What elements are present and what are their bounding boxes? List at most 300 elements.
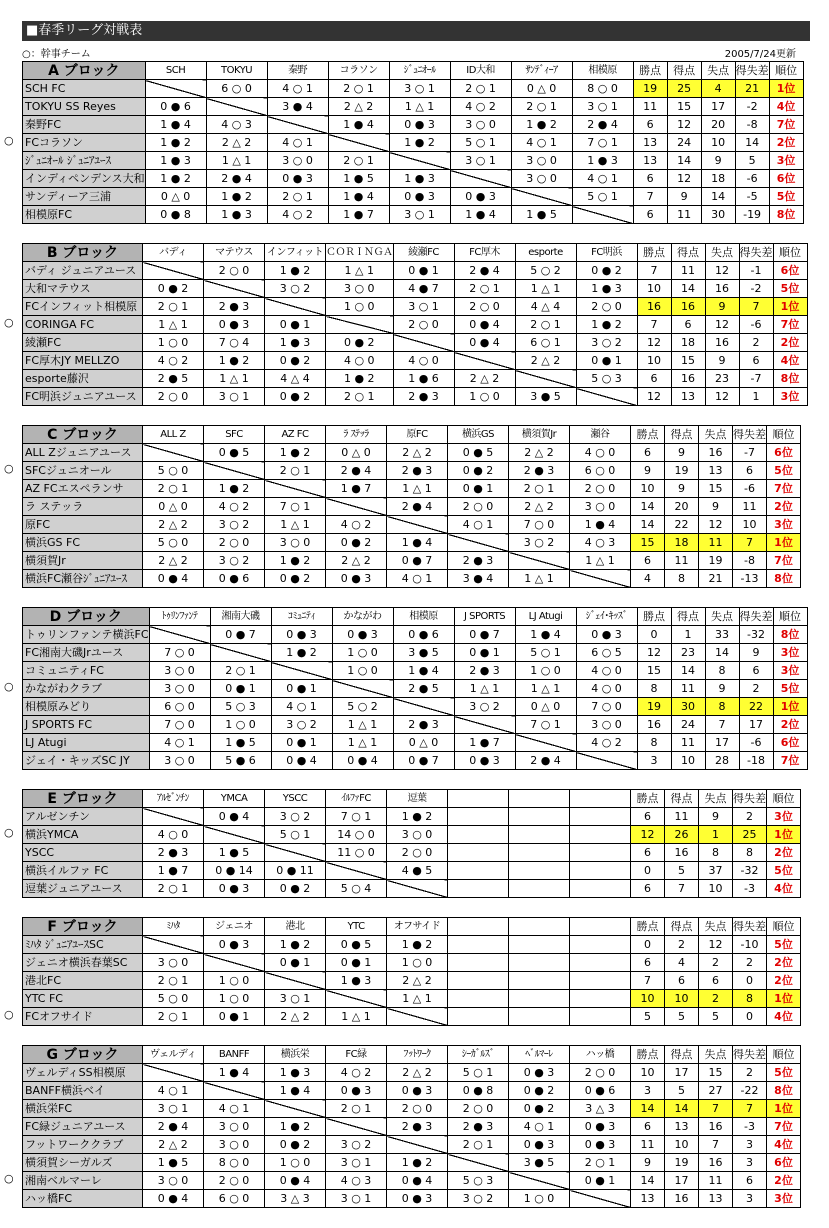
- opponent-header: ｼﾞｭﾆｵｰﾙ: [389, 62, 450, 80]
- match-result: 0 ● 3: [509, 1064, 570, 1082]
- stat-cell: 1: [739, 388, 773, 406]
- stat-cell: 13: [631, 1190, 665, 1208]
- stat-cell: 11: [699, 534, 733, 552]
- opponent-header: インフィット: [265, 244, 326, 262]
- stat-cell: 11: [631, 1136, 665, 1154]
- self-match-cell: [265, 480, 326, 498]
- team-row: [23, 1154, 801, 1172]
- stat-cell: 14: [631, 498, 665, 516]
- team-name: ジェニオ横浜春葉SC: [23, 954, 143, 972]
- team-name: 相模原FC: [23, 206, 146, 224]
- team-name: ｼﾞｭﾆｵｰﾙ ｼﾞｭﾆｱﾕｰｽ: [23, 152, 146, 170]
- match-result: 0 ● 14: [204, 862, 265, 880]
- opponent-header: YMCA: [204, 790, 265, 808]
- match-result: 0 ● 1: [265, 954, 326, 972]
- self-match-cell: [576, 388, 637, 406]
- match-result: 0 ● 3: [389, 188, 450, 206]
- match-result: 0 ● 2: [265, 388, 326, 406]
- match-result: 2 ○ 0: [387, 1100, 448, 1118]
- team-name: AZ FCエスペランサ: [23, 480, 143, 498]
- stat-cell: 15: [631, 534, 665, 552]
- match-result: 3 ○ 2: [204, 552, 265, 570]
- match-result: 0 ● 6: [570, 1082, 631, 1100]
- rank-cell: 5位: [773, 680, 807, 698]
- self-match-cell: [143, 1064, 204, 1082]
- match-result: 2 ○ 0: [454, 298, 515, 316]
- stat-cell: 17: [665, 1172, 699, 1190]
- match-result: 1 ● 2: [387, 808, 448, 826]
- match-result: 7 ○ 0: [149, 644, 210, 662]
- stat-header: 勝点: [637, 244, 671, 262]
- stat-header: 得点: [665, 790, 699, 808]
- rank-cell: 2位: [767, 498, 801, 516]
- self-match-cell: [204, 1082, 265, 1100]
- opponent-header: マテウス: [204, 244, 265, 262]
- match-result: 2 ○ 0: [448, 498, 509, 516]
- team-name: ﾐﾊﾀ ｼﾞｭﾆｱﾕｰｽSC: [23, 936, 143, 954]
- team-name: 横須賀シーガルズ: [23, 1154, 143, 1172]
- stat-cell: -32: [733, 862, 767, 880]
- team-row: [23, 134, 804, 152]
- match-result: 0 ● 4: [204, 808, 265, 826]
- opponent-header: 瀬谷: [570, 426, 631, 444]
- match-result: 4 ○ 2: [143, 352, 204, 370]
- stat-cell: 14: [705, 644, 739, 662]
- match-result: 1 ● 2: [204, 352, 265, 370]
- team-row: [23, 1100, 801, 1118]
- self-match-cell: [145, 80, 206, 98]
- match-result: 1 ● 5: [204, 844, 265, 862]
- opponent-header: ジェニオ: [204, 918, 265, 936]
- opponent-header: BANFF: [204, 1046, 265, 1064]
- opponent-header: YSCC: [265, 790, 326, 808]
- match-result: 5 ○ 1: [450, 134, 511, 152]
- updated-date: 2005/7/24更新: [724, 49, 796, 60]
- stat-cell: 5: [631, 1008, 665, 1026]
- opponent-header: バディ: [143, 244, 204, 262]
- match-result: 1 ● 3: [265, 1064, 326, 1082]
- stat-cell: 8: [665, 570, 699, 588]
- match-result: 4 ○ 0: [576, 662, 637, 680]
- match-result: 1 ● 2: [387, 936, 448, 954]
- stat-cell: 9: [705, 352, 739, 370]
- rank-cell: 8位: [767, 1082, 801, 1100]
- match-result: 2 ● 3: [448, 552, 509, 570]
- match-result: 1 ● 2: [576, 316, 637, 334]
- team-name: 横須賀Jr: [23, 552, 143, 570]
- empty-cell: [448, 1008, 509, 1026]
- match-result: 1 ● 2: [265, 262, 326, 280]
- stat-header: 得失差: [733, 1046, 767, 1064]
- stat-header: 順位: [767, 790, 801, 808]
- stat-cell: 5: [699, 1008, 733, 1026]
- team-row: [23, 716, 808, 734]
- match-result: 3 ○ 0: [511, 170, 572, 188]
- team-row: [23, 626, 808, 644]
- match-result: 2 ● 3: [454, 662, 515, 680]
- stat-cell: 6: [733, 1172, 767, 1190]
- match-result: 3 ○ 0: [143, 954, 204, 972]
- match-result: 0 ● 8: [448, 1082, 509, 1100]
- stat-cell: 12: [699, 516, 733, 534]
- team-name: 横浜イルファ FC: [23, 862, 143, 880]
- match-result: 1 △ 1: [265, 516, 326, 534]
- stat-cell: 12: [705, 262, 739, 280]
- self-match-cell: [387, 1136, 448, 1154]
- self-match-cell: [509, 1172, 570, 1190]
- stat-cell: 11: [633, 98, 667, 116]
- team-row: [23, 552, 801, 570]
- stat-cell: 16: [705, 334, 739, 352]
- team-row: [23, 334, 808, 352]
- match-result: 0 ● 2: [265, 570, 326, 588]
- stat-cell: 12: [667, 170, 701, 188]
- match-result: 5 ○ 3: [448, 1172, 509, 1190]
- stat-cell: -2: [735, 98, 769, 116]
- team-row: [23, 734, 808, 752]
- match-result: 1 ○ 0: [204, 972, 265, 990]
- stat-cell: 7: [705, 716, 739, 734]
- match-result: 5 ○ 4: [326, 880, 387, 898]
- match-result: 1 ● 4: [450, 206, 511, 224]
- opponent-header: SCH: [145, 62, 206, 80]
- stat-cell: 12: [637, 388, 671, 406]
- stat-header: 勝点: [633, 62, 667, 80]
- match-result: 4 ○ 0: [326, 352, 394, 370]
- stat-cell: 10: [637, 280, 671, 298]
- stat-cell: 10: [665, 1136, 699, 1154]
- match-result: 0 ● 3: [570, 1118, 631, 1136]
- stat-cell: 27: [699, 1082, 733, 1100]
- block-table: [22, 789, 801, 898]
- team-name: ラ ステッラ: [23, 498, 143, 516]
- opponent-header: SFC: [204, 426, 265, 444]
- match-result: 1 ● 2: [511, 116, 572, 134]
- stat-header: 得点: [665, 1046, 699, 1064]
- match-result: 4 ○ 3: [206, 116, 267, 134]
- empty-cell: [509, 954, 570, 972]
- team-row: [23, 936, 801, 954]
- match-result: 2 ● 3: [143, 844, 204, 862]
- stat-cell: 8: [705, 662, 739, 680]
- team-row: [23, 80, 804, 98]
- stat-header: 勝点: [637, 608, 671, 626]
- stat-cell: 16: [671, 370, 705, 388]
- stat-header: 得点: [671, 244, 705, 262]
- opponent-header: 原FC: [387, 426, 448, 444]
- team-name: FCオフサイド: [23, 1008, 143, 1026]
- match-result: 1 ● 2: [145, 170, 206, 188]
- rank-cell: 5位: [767, 462, 801, 480]
- match-result: 4 ○ 1: [267, 80, 328, 98]
- team-name: 横浜YMCA: [23, 826, 143, 844]
- stat-cell: 9: [699, 498, 733, 516]
- block-table: [22, 425, 801, 588]
- match-result: 1 ● 4: [393, 662, 454, 680]
- stat-cell: 11: [667, 206, 701, 224]
- team-row: [23, 570, 801, 588]
- stat-cell: 3: [631, 1082, 665, 1100]
- match-result: 3 ○ 0: [267, 152, 328, 170]
- match-result: 7 ○ 0: [149, 716, 210, 734]
- opponent-header: コラソン: [328, 62, 389, 80]
- match-result: 2 ● 3: [509, 462, 570, 480]
- stat-header: 順位: [773, 244, 807, 262]
- stat-cell: -13: [733, 570, 767, 588]
- stat-cell: 14: [671, 662, 705, 680]
- stat-cell: 2: [739, 334, 773, 352]
- block-name: G ブロック: [23, 1046, 143, 1064]
- rank-cell: 6位: [767, 1154, 801, 1172]
- stat-cell: 3: [733, 1154, 767, 1172]
- stat-cell: 19: [699, 552, 733, 570]
- match-result: 5 ○ 3: [576, 370, 637, 388]
- team-name: インディペンデンス大和: [23, 170, 146, 188]
- team-row: [23, 1008, 801, 1026]
- stat-cell: 10: [671, 752, 705, 770]
- stat-cell: 30: [671, 698, 705, 716]
- match-result: 1 △ 1: [326, 262, 394, 280]
- rank-cell: 5位: [773, 280, 807, 298]
- stat-cell: 10: [631, 990, 665, 1008]
- team-row: [23, 1082, 801, 1100]
- stat-header: 得点: [665, 426, 699, 444]
- match-result: 2 ○ 1: [265, 462, 326, 480]
- stat-cell: 7: [637, 316, 671, 334]
- stat-cell: 4: [665, 954, 699, 972]
- match-result: 4 ○ 1: [572, 170, 633, 188]
- match-result: 0 ● 7: [387, 552, 448, 570]
- stat-cell: 6: [633, 116, 667, 134]
- stat-cell: 2: [699, 990, 733, 1008]
- team-name: 横浜GS FC: [23, 534, 143, 552]
- match-result: 0 ● 7: [210, 626, 271, 644]
- match-result: 1 ● 4: [328, 116, 389, 134]
- team-name: 綾瀬FC: [23, 334, 143, 352]
- match-result: 2 ○ 0: [448, 1100, 509, 1118]
- team-row: [23, 698, 808, 716]
- stat-cell: 13: [671, 388, 705, 406]
- empty-cell: [570, 972, 631, 990]
- stat-cell: 13: [699, 1190, 733, 1208]
- rank-cell: 5位: [767, 936, 801, 954]
- host-team-mark: ○: [4, 826, 14, 839]
- match-result: 1 ● 2: [204, 480, 265, 498]
- self-match-cell: [204, 826, 265, 844]
- stat-cell: 0: [733, 972, 767, 990]
- match-result: 0 ● 11: [265, 862, 326, 880]
- match-result: 4 ○ 2: [326, 516, 387, 534]
- stat-cell: 14: [701, 188, 735, 206]
- team-name: 原FC: [23, 516, 143, 534]
- empty-cell: [570, 844, 631, 862]
- self-match-cell: [448, 1154, 509, 1172]
- rank-cell: 7位: [767, 1118, 801, 1136]
- match-result: 2 ○ 1: [326, 388, 394, 406]
- match-result: 1 ○ 0: [509, 1190, 570, 1208]
- opponent-header: AZ FC: [265, 426, 326, 444]
- team-name: YSCC: [23, 844, 143, 862]
- match-result: 0 ● 1: [393, 262, 454, 280]
- match-result: 0 ● 1: [271, 734, 332, 752]
- match-result: 1 ● 2: [206, 188, 267, 206]
- match-result: 4 ○ 1: [143, 1082, 204, 1100]
- match-result: 4 ● 5: [387, 862, 448, 880]
- team-row: [23, 262, 808, 280]
- opponent-header: ＣＯＲＩＮＧＡ: [326, 244, 394, 262]
- stat-cell: 6: [631, 844, 665, 862]
- match-result: 6 ○ 0: [204, 1190, 265, 1208]
- match-result: 1 ● 4: [265, 1082, 326, 1100]
- empty-cell: [509, 862, 570, 880]
- host-team-mark: ○: [4, 316, 14, 329]
- team-row: [23, 280, 808, 298]
- match-result: 0 ● 4: [387, 1172, 448, 1190]
- match-result: 3 ○ 1: [143, 1100, 204, 1118]
- team-row: [23, 880, 801, 898]
- team-name: FCコラソン: [23, 134, 146, 152]
- empty-cell: [509, 1008, 570, 1026]
- match-result: 3 ○ 0: [387, 826, 448, 844]
- match-result: 4 ○ 0: [570, 444, 631, 462]
- opponent-header: ｼｰｶﾞﾙｽﾞ: [448, 1046, 509, 1064]
- stat-cell: 25: [667, 80, 701, 98]
- match-result: 2 △ 2: [387, 1064, 448, 1082]
- team-name: バディ ジュニアユース: [23, 262, 143, 280]
- self-match-cell: [448, 534, 509, 552]
- match-result: 1 ● 7: [328, 206, 389, 224]
- stat-cell: -18: [739, 752, 773, 770]
- team-name: フットワーククラブ: [23, 1136, 143, 1154]
- stat-cell: 19: [665, 462, 699, 480]
- stat-cell: 4: [701, 80, 735, 98]
- stat-header: 勝点: [631, 426, 665, 444]
- self-match-cell: [454, 352, 515, 370]
- match-result: 2 ○ 0: [570, 480, 631, 498]
- block-name: A ブロック: [23, 62, 146, 80]
- stat-cell: 16: [637, 716, 671, 734]
- match-result: 2 △ 2: [515, 352, 576, 370]
- rank-cell: 6位: [767, 444, 801, 462]
- match-result: 0 ● 3: [387, 1082, 448, 1100]
- opponent-header: ｺﾐｭﾆﾃｨ: [271, 608, 332, 626]
- stat-cell: 18: [665, 534, 699, 552]
- team-row: [23, 188, 804, 206]
- match-result: 3 ○ 2: [265, 808, 326, 826]
- stat-cell: -2: [739, 280, 773, 298]
- stat-cell: 23: [705, 370, 739, 388]
- match-result: 1 ○ 0: [265, 1154, 326, 1172]
- stat-cell: 10: [631, 480, 665, 498]
- opponent-header: [509, 918, 570, 936]
- match-result: 2 △ 2: [387, 972, 448, 990]
- team-name: BANFF横浜ベイ: [23, 1082, 143, 1100]
- match-result: 1 △ 1: [515, 680, 576, 698]
- match-result: 0 △ 0: [145, 188, 206, 206]
- match-result: 3 ○ 0: [204, 1118, 265, 1136]
- block-name: F ブロック: [23, 918, 143, 936]
- stat-cell: -3: [733, 1118, 767, 1136]
- match-result: 0 ● 3: [326, 1082, 387, 1100]
- match-result: 3 ○ 0: [576, 716, 637, 734]
- opponent-header: J SPORTS: [454, 608, 515, 626]
- stat-cell: 12: [631, 826, 665, 844]
- stat-cell: -6: [739, 316, 773, 334]
- match-result: 4 ○ 2: [450, 98, 511, 116]
- stat-cell: 12: [705, 316, 739, 334]
- match-result: 2 △ 2: [265, 1008, 326, 1026]
- team-name: ハッ橋FC: [23, 1190, 143, 1208]
- match-result: 2 ○ 1: [143, 480, 204, 498]
- stat-cell: 9: [739, 644, 773, 662]
- stat-header: 順位: [767, 918, 801, 936]
- match-result: 1 ○ 0: [204, 990, 265, 1008]
- team-name: ALL Zジュニアユース: [23, 444, 143, 462]
- match-result: 0 ● 1: [265, 316, 326, 334]
- rank-cell: 3位: [767, 1190, 801, 1208]
- self-match-cell: [328, 134, 389, 152]
- self-match-cell: [511, 188, 572, 206]
- match-result: 2 △ 2: [509, 444, 570, 462]
- stat-cell: 2: [665, 936, 699, 954]
- match-result: 0 ● 3: [389, 116, 450, 134]
- stat-header: 得失差: [733, 426, 767, 444]
- rank-cell: 6位: [773, 734, 807, 752]
- match-result: 2 △ 2: [143, 1136, 204, 1154]
- team-row: [23, 1190, 801, 1208]
- match-result: 3 ○ 1: [389, 206, 450, 224]
- stat-cell: 20: [701, 116, 735, 134]
- match-result: 6 ○ 0: [206, 80, 267, 98]
- stat-cell: 10: [699, 880, 733, 898]
- stat-cell: -22: [733, 1082, 767, 1100]
- match-result: 0 ● 5: [204, 444, 265, 462]
- stat-cell: 8: [733, 844, 767, 862]
- match-result: 1 ● 2: [265, 1118, 326, 1136]
- stat-cell: -10: [733, 936, 767, 954]
- stat-header: 失点: [699, 918, 733, 936]
- stat-cell: 12: [699, 936, 733, 954]
- self-match-cell: [387, 516, 448, 534]
- match-result: 6 ○ 5: [576, 644, 637, 662]
- match-result: 3 ○ 0: [149, 752, 210, 770]
- match-result: 3 ○ 0: [204, 1136, 265, 1154]
- opponent-header: 相模原: [572, 62, 633, 80]
- empty-cell: [448, 808, 509, 826]
- match-result: 2 ○ 1: [570, 1154, 631, 1172]
- match-result: 0 ● 6: [204, 570, 265, 588]
- opponent-header: 逗葉: [387, 790, 448, 808]
- self-match-cell: [326, 990, 387, 1008]
- match-result: 4 ○ 1: [204, 1100, 265, 1118]
- self-match-cell: [326, 316, 394, 334]
- match-result: 3 ○ 2: [509, 534, 570, 552]
- stat-cell: -6: [733, 480, 767, 498]
- match-result: 2 ● 3: [387, 1118, 448, 1136]
- stat-cell: -3: [733, 880, 767, 898]
- match-result: 1 ● 4: [570, 516, 631, 534]
- match-result: 0 ● 5: [326, 936, 387, 954]
- block-header-row: [23, 426, 801, 444]
- empty-cell: [570, 880, 631, 898]
- stat-cell: 14: [631, 1172, 665, 1190]
- match-result: 1 △ 1: [332, 716, 393, 734]
- stat-cell: 7: [739, 298, 773, 316]
- match-result: 3 ○ 2: [204, 516, 265, 534]
- stat-header: 勝点: [631, 1046, 665, 1064]
- stat-cell: 9: [701, 152, 735, 170]
- team-row: [23, 808, 801, 826]
